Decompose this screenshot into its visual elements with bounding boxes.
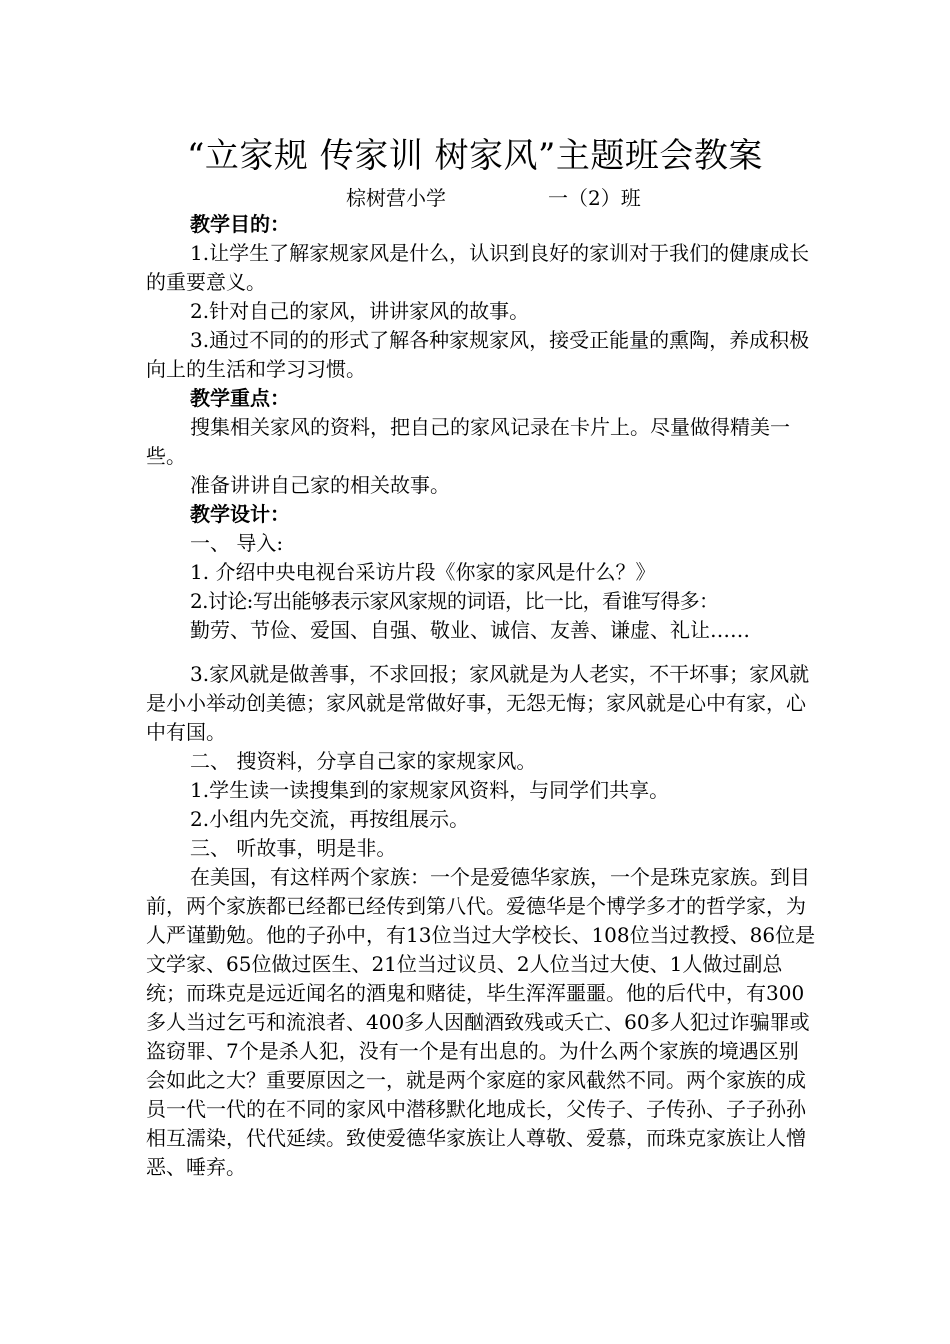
part2-item-2: 2.小组内先交流，再按组展示。 xyxy=(190,807,470,831)
part1-virtue-words: 勤劳、节俭、爱国、自强、敬业、诚信、友善、谦虚、礼让…… xyxy=(190,618,750,642)
part3-story: 在美国，有这样两个家族：一个是爱德华家族，一个是珠克家族。到目前，两个家族都已经都已经传到第八代。爱德华是个博学多才的哲学家，为人严谨勤勉。他的子孙中，有13位当过大学校长、108位当过教授、86位是文学家、65位做过医生、21位当过议员、2人位当过大使、1人做过副总统；而珠克是远近闻名的酒鬼和赌徒，毕生浑浑噩噩。他的后代中，有300多人当过乞丐和流浪者、400多人因酗酒致残或夭亡、60多人犯过诈骗罪或盗窃罪、7个是杀人犯，没有一个是有出息的。为什么两个家族的境遇区别会如此之大？重要原因之一，就是两个家庭的家风截然不同。两个家族的成员一代一代的在不同的家风中潜移默化地成长，父传子、子传孙、子子孙孙相互濡染，代代延续。致使爱德华家族让人尊敬、爱慕，而珠克家族让人憎恶、唾弃。 xyxy=(146,865,816,1179)
part1-item-1: 1. 介绍中央电视台采访片段《你家的家风是什么？》 xyxy=(190,560,656,584)
objective-item-2: 2.针对自己的家风，讲讲家风的故事。 xyxy=(190,299,530,323)
class-name: 一（2）班 xyxy=(548,186,641,210)
school-name: 棕树营小学 xyxy=(346,186,446,210)
document-title: “立家规 传家训 树家风”主题班会教案 xyxy=(187,136,763,176)
lesson-plan-body xyxy=(146,210,816,1182)
objectives-heading: 教学目的： xyxy=(190,212,290,236)
focus-heading: 教学重点： xyxy=(190,386,290,410)
part3-title: 三、 听故事，明是非。 xyxy=(190,836,397,860)
design-heading: 教学设计： xyxy=(190,502,290,526)
part1-title: 一、 导入: xyxy=(190,531,284,555)
part2-title: 二、 搜资料，分享自己家的家规家风。 xyxy=(190,749,537,773)
focus-item-2: 准备讲讲自己家的相关故事。 xyxy=(190,473,450,497)
objective-item-3: 3.通过不同的的形式了解各种家规家风，接受正能量的熏陶，养成积极向上的生活和学习习惯。 xyxy=(146,328,810,381)
focus-item-1: 搜集相关家风的资料，把自己的家风记录在卡片上。尽量做得精美一些。 xyxy=(146,415,790,468)
part2-item-1: 1.学生读一读搜集到的家规家风资料，与同学们共享。 xyxy=(190,778,670,802)
part1-item-3: 3.家风就是做善事，不求回报；家风就是为人老实，不干坏事；家风就是小小举动创美德；家风就是常做好事，无怨无悔；家风就是心中有家，心中有国。 xyxy=(146,662,810,744)
objective-item-1: 1.让学生了解家规家风是什么，认识到良好的家训对于我们的健康成长的重要意义。 xyxy=(146,241,810,294)
part1-item-2: 2.讨论:写出能够表示家风家规的词语，比一比，看谁写得多： xyxy=(190,589,719,613)
